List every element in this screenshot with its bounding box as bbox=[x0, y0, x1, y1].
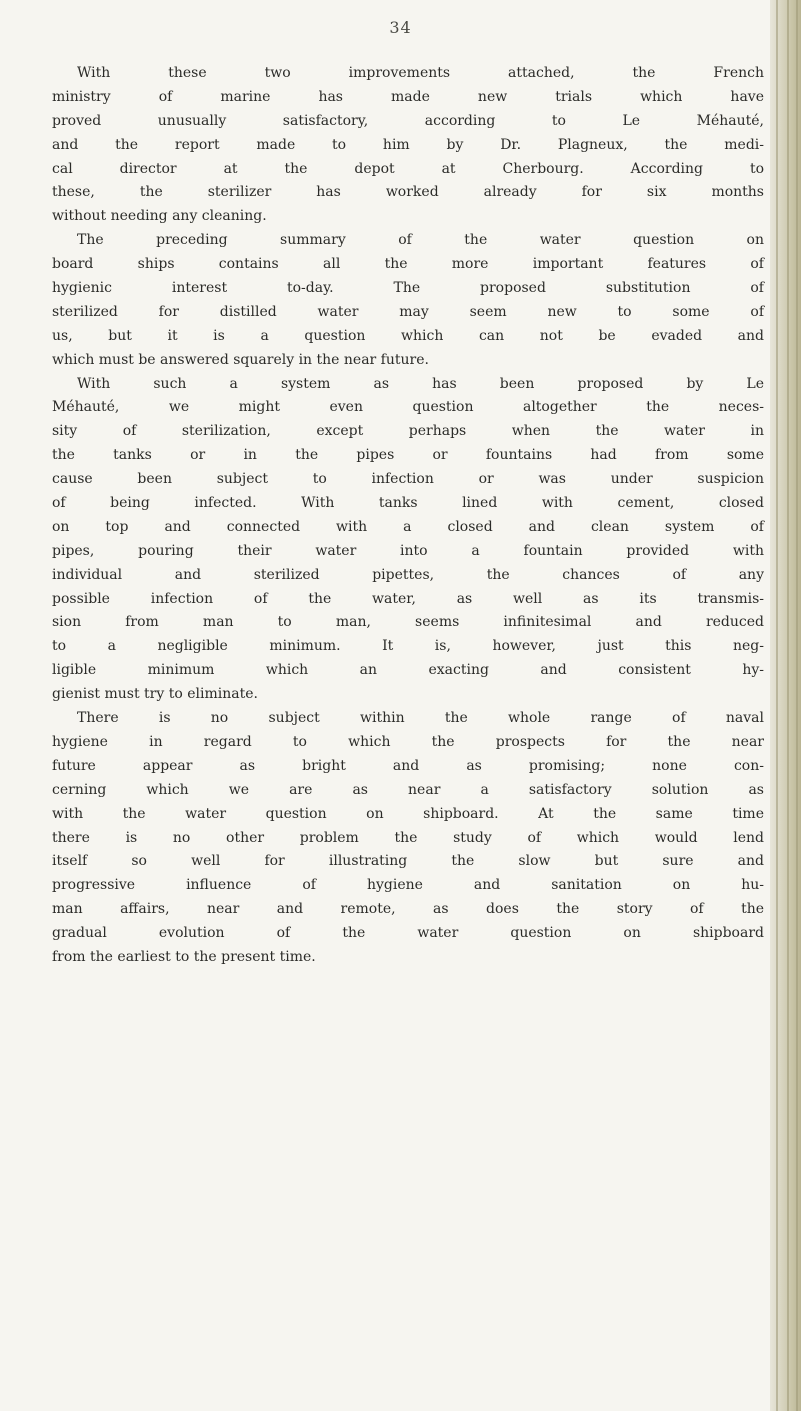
text-line: Méhauté, we might even question altogether the neces- bbox=[52, 399, 764, 416]
text-line: these, the sterilizer has worked already for six months bbox=[52, 184, 764, 201]
body-text bbox=[52, 62, 772, 970]
text-line: itself so well for illustrating the slow but sure and bbox=[52, 853, 764, 870]
text-line: there is no other problem the study of which would lend bbox=[52, 829, 764, 846]
text-line: possible infection of the water, as well as its transmis- bbox=[52, 590, 764, 607]
text-line: sity of sterilization, except perhaps when the water in bbox=[52, 423, 764, 440]
text-line: hygiene in regard to which the prospects for the near bbox=[52, 733, 764, 750]
text-line: and the report made to him by Dr. Plagneux, the medi- bbox=[52, 136, 764, 153]
page-edge-line bbox=[776, 0, 778, 1411]
text-line: us, but it is a question which can not be evaded and bbox=[52, 327, 764, 344]
text-line: which must be answered squarely in the near future. bbox=[52, 351, 429, 368]
text-line: ligible minimum which an exacting and consistent hy- bbox=[52, 662, 764, 679]
text-line: cerning which we are as near a satisfactory solution as bbox=[52, 781, 764, 798]
page-edge-line bbox=[796, 0, 798, 1411]
text-line: future appear as bright and as promising; none con- bbox=[52, 757, 764, 774]
text-line: hygienic interest to-day. The proposed substitution of bbox=[52, 280, 764, 297]
page-edge-line bbox=[787, 0, 789, 1411]
text-line: pipes, pouring their water into a fountain provided with bbox=[52, 542, 764, 559]
text-line: of being infected. With tanks lined with cement, closed bbox=[52, 495, 764, 512]
text-line: sterilized for distilled water may seem new to some of bbox=[52, 303, 764, 320]
text-line: the tanks or in the pipes or fountains had from some bbox=[52, 447, 764, 464]
page-number: 34 bbox=[389, 18, 412, 37]
text-line: ministry of marine has made new trials which have bbox=[52, 88, 764, 105]
text-line: on top and connected with a closed and clean system of bbox=[52, 518, 764, 535]
page-edge-shadow bbox=[770, 0, 801, 1411]
text-line: cause been subject to infection or was under suspicion bbox=[52, 471, 764, 488]
text-line: With these two improvements attached, the French bbox=[77, 65, 764, 81]
text-line: gradual evolution of the water question on shipboard bbox=[52, 925, 764, 942]
text-line: There is no subject within the whole range of naval bbox=[77, 710, 764, 727]
text-line: without needing any cleaning. bbox=[52, 208, 267, 225]
text-line: sion from man to man, seems infinitesimal and reduced bbox=[52, 614, 764, 631]
text-line: gienist must try to eliminate. bbox=[52, 686, 258, 703]
text-line: proved unusually satisfactory, according to Le Méhauté, bbox=[52, 112, 764, 129]
text-line: with the water question on shipboard. At the same time bbox=[52, 805, 764, 822]
text-line: man affairs, near and remote, as does the story of the bbox=[52, 901, 764, 918]
text-line: progressive influence of hygiene and sanitation on hu- bbox=[52, 877, 764, 894]
text-line: to a negligible minimum. It is, however, just this neg- bbox=[52, 638, 764, 655]
text-line: from the earliest to the present time. bbox=[52, 948, 316, 965]
text-line: individual and sterilized pipettes, the chances of any bbox=[52, 566, 764, 583]
text-line: board ships contains all the more important features of bbox=[52, 256, 764, 273]
text-line: With such a system as has been proposed by Le bbox=[77, 375, 764, 392]
text-line: cal director at the depot at Cherbourg. According to bbox=[52, 160, 764, 177]
text-line: The preceding summary of the water question on bbox=[77, 232, 764, 249]
